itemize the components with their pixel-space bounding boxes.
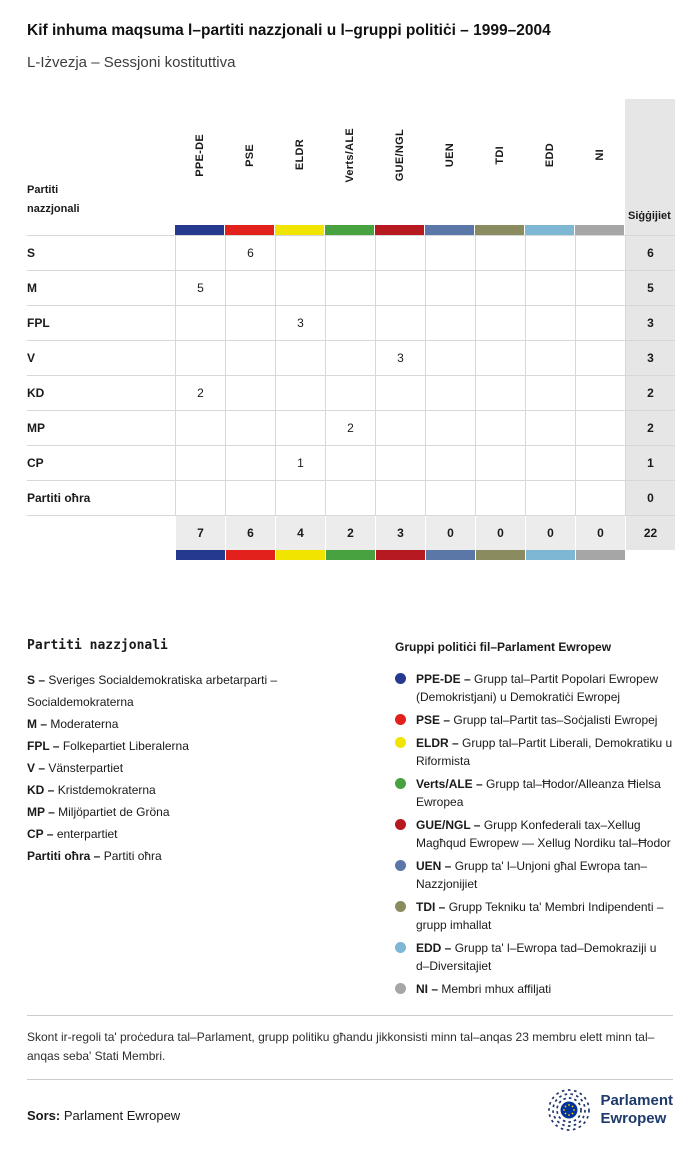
group-color-bar [375,225,424,235]
column-header-eldr [275,99,325,235]
table-cell [175,446,225,480]
seats-cell: 2 [625,411,675,445]
seats-cell: 0 [625,481,675,515]
source-text [27,1108,180,1123]
logo-line1: Parlament [600,1092,673,1110]
group-name: Grupp tal–Partit tas–Soċjalisti Ewropej [453,713,658,727]
group-color-dot [395,819,406,830]
table-cell [225,341,275,375]
table-cell [275,481,325,515]
party-code: MP – [27,805,55,819]
group-name: Grupp tal–Partit Popolari Ewropew (Demokristjani) u Demokratiċi Ewropej [416,672,659,704]
table-cell [525,271,575,305]
column-label: ELDR [294,139,306,171]
source-value: Parlament Ewropew [63,1107,181,1123]
table-cell [575,341,625,375]
table-cell [475,341,525,375]
table-cell [225,446,275,480]
group-color-bar [525,225,574,235]
table-cell [525,411,575,445]
group-text [416,734,673,770]
table-corner [27,99,175,235]
table-row [27,305,675,340]
legend-party-item [27,669,339,713]
table-bottom-bars [27,550,675,560]
party-code: CP – [27,827,54,841]
table-cell [275,271,325,305]
legend-group-item [395,670,673,706]
seats-label: Siġġijiet [628,210,671,222]
party-label: V [27,351,36,365]
table-row [27,340,675,375]
group-color-dot [395,901,406,912]
table-cell [225,306,275,340]
party-code: M – [27,717,48,731]
table-cell: 1 [275,446,325,480]
group-text [416,711,657,729]
table-cell [425,411,475,445]
group-color-dot [395,983,406,994]
table-cell [475,446,525,480]
party-name: Vänsterpartiet [48,761,124,775]
total-cell: 6 [225,516,275,550]
party-name: Sveriges Socialdemokratiska arbetarparti – Socialdemokraterna [27,673,278,709]
group-color-bar [425,550,475,560]
table-cell [175,411,225,445]
total-cell: 0 [525,516,575,550]
seats-cell: 3 [625,341,675,375]
group-color-bar [425,225,474,235]
table-cell [475,236,525,270]
table-cell [425,481,475,515]
table-cell [325,306,375,340]
table-cell [475,411,525,445]
legend-group-item [395,734,673,770]
column-header-uen [425,99,475,235]
legend-group-item [395,939,673,975]
group-name: Grupp ta' l–Ewropa tad–Demokraziji u d–Diversitajiet [416,941,657,973]
table-cell [475,481,525,515]
group-color-bar [325,550,375,560]
legend-parties-heading: Partiti nazzjonali [27,638,168,653]
table-cell [275,341,325,375]
group-code: PSE – [416,713,451,727]
table-cell [175,306,225,340]
column-header-gue-ngl [375,99,425,235]
table-cell [375,236,425,270]
group-color-bar [225,550,275,560]
party-name: Kristdemokraterna [57,783,156,797]
party-code: V – [27,761,46,775]
party-name: Moderaterna [50,717,119,731]
table-cell [575,411,625,445]
group-color-bar [575,225,624,235]
group-text [416,857,673,893]
legend-group-item [395,980,673,998]
party-label: KD [27,386,45,400]
table-cell [475,376,525,410]
table-cell [325,271,375,305]
seats-cell: 5 [625,271,675,305]
table-cell [575,481,625,515]
table-cell [525,446,575,480]
table-cell [425,306,475,340]
table-cell: 3 [275,306,325,340]
group-text [416,980,551,998]
totals-spacer [27,516,175,550]
legend-group-item [395,775,673,811]
group-color-bar [375,550,425,560]
column-label: UEN [444,142,456,168]
party-name: enterpartiet [56,827,118,841]
ep-logo-text [600,1092,673,1128]
column-label: EDD [544,142,556,168]
group-name: Grupp tal–Ħodor/Alleanza Ħielsa Ewropea [416,777,661,809]
table-cell [525,306,575,340]
seats-cell: 2 [625,376,675,410]
group-text [416,939,673,975]
legend-groups [395,638,673,1003]
column-header-ppe-de [175,99,225,235]
table-cell [475,306,525,340]
table-cell [325,481,375,515]
table-cell [525,236,575,270]
group-color-dot [395,714,406,725]
legend-group-item [395,857,673,893]
seats-cell: 3 [625,306,675,340]
group-code: Verts/ALE – [416,777,483,791]
row-header-label: Partiti nazzjonali [27,183,80,215]
party-code: KD – [27,783,55,797]
table-cell [575,271,625,305]
column-label: NI [594,149,606,161]
table-cell [425,446,475,480]
group-color-bar [475,550,525,560]
group-color-bar [175,225,224,235]
group-color-dot [395,737,406,748]
table-cell [375,306,425,340]
legend-party-item [27,823,339,845]
group-text [416,670,673,706]
bars-spacer [625,550,675,560]
legend-party-item [27,779,339,801]
group-color-bar [225,225,274,235]
column-label: TDI [494,145,506,165]
column-header-verts-ale [325,99,375,235]
party-label: Partiti oħra [27,491,91,505]
party-label: CP [27,456,44,470]
table-cell [375,446,425,480]
legend-party-item [27,801,339,823]
table-cell [425,341,475,375]
group-name: Grupp tal–Partit Liberali, Demokratiku u Riformista [416,736,673,768]
table-cell [275,236,325,270]
table-cell [175,481,225,515]
footnote-section [27,1015,673,1065]
table-cell: 5 [175,271,225,305]
seats-table [27,99,675,560]
table-cell [375,481,425,515]
group-color-bar [325,225,374,235]
group-code: UEN – [416,859,452,873]
table-cell [275,411,325,445]
party-label: MP [27,421,45,435]
table-cell [425,271,475,305]
party-name: Miljöpartiet de Gröna [58,805,170,819]
table-row [27,270,675,305]
table-cell [275,376,325,410]
legend-party-item [27,713,339,735]
group-color-bar [475,225,524,235]
table-cell [225,411,275,445]
table-totals-row [27,515,675,550]
group-code: PPE-DE – [416,672,471,686]
column-label: GUE/NGL [394,128,406,182]
table-cell [575,376,625,410]
group-code: EDD – [416,941,452,955]
table-cell [525,341,575,375]
group-color-dot [395,778,406,789]
table-row [27,410,675,445]
group-code: ELDR – [416,736,459,750]
group-color-dot [395,860,406,871]
party-code: S – [27,673,46,687]
table-cell [475,271,525,305]
group-color-bar [575,550,625,560]
legend-party-item [27,735,339,757]
legend-group-item [395,816,673,852]
total-cell: 2 [325,516,375,550]
ep-logo-icon [547,1088,591,1132]
group-text [416,898,673,934]
table-row [27,375,675,410]
total-cell: 7 [175,516,225,550]
column-header-seats [625,99,675,235]
group-code: GUE/NGL – [416,818,481,832]
party-code: FPL – [27,739,60,753]
page-title: Kif inhuma maqsuma l–partiti nazzjonali u l–gruppi politiċi – 1999–2004 [27,22,551,39]
table-cell [525,376,575,410]
group-code: TDI – [416,900,446,914]
table-cell: 2 [175,376,225,410]
column-header-ni [575,99,625,235]
total-seats-cell: 22 [625,516,675,550]
table-cell [325,376,375,410]
column-header-tdi [475,99,525,235]
group-text [416,816,673,852]
party-name: Partiti oħra [103,849,162,863]
table-cell [225,481,275,515]
table-cell [175,341,225,375]
table-cell [325,236,375,270]
legend-group-item [395,711,673,729]
party-label: S [27,246,36,260]
legend-group-item [395,898,673,934]
table-cell [425,376,475,410]
party-name: Folkepartiet Liberalerna [62,739,189,753]
legend-groups-heading: Gruppi politiċi fil–Parlament Ewropew [395,640,612,654]
group-name: Grupp ta' l–Unjoni għal Ewropa tan–Nazzjonijiet [416,859,648,891]
total-cell: 0 [475,516,525,550]
source-label: Sors: [27,1107,61,1123]
table-cell [375,376,425,410]
table-cell: 2 [325,411,375,445]
table-cell: 3 [375,341,425,375]
seats-cell: 1 [625,446,675,480]
party-code: Partiti oħra – [27,849,101,863]
column-label: Verts/ALE [344,127,356,183]
footnote-text: Skont ir-regoli ta' proċedura tal–Parlament, grupp politiku għandu jikkonsisti minn tal–anqas 23 membru elett minn tal–anqas seba' Stati Membri. [27,1030,655,1063]
total-cell: 0 [575,516,625,550]
total-cell: 4 [275,516,325,550]
group-name: Grupp Konfederali tax–Xellug Magħqud Ewropew — Xellug Nordiku tal–Ħodor [416,818,671,850]
column-label: PSE [244,143,256,167]
table-cell [175,236,225,270]
table-cell [525,481,575,515]
legend-party-item [27,757,339,779]
party-label: M [27,281,37,295]
total-cell: 0 [425,516,475,550]
legend-section [27,638,673,1003]
group-code: NI – [416,982,439,996]
column-label: PPE-DE [194,133,206,177]
bars-spacer [27,550,175,560]
table-cell: 6 [225,236,275,270]
table-row [27,480,675,515]
table-row [27,445,675,480]
seats-cell: 6 [625,236,675,270]
legend-party-item [27,845,339,867]
table-header-row [27,99,675,235]
table-cell [575,236,625,270]
group-name: Grupp Tekniku ta' Membri Indipendenti – grupp imhallat [416,900,664,932]
column-header-edd [525,99,575,235]
column-header-pse [225,99,275,235]
table-cell [325,446,375,480]
group-color-dot [395,942,406,953]
footer [27,1079,673,1132]
group-color-bar [275,550,325,560]
page-subtitle: L-Iżvezja – Sessjoni kostituttiva [27,54,236,71]
group-color-bar [175,550,225,560]
group-color-bar [275,225,324,235]
group-text [416,775,673,811]
table-cell [325,341,375,375]
table-cell [225,376,275,410]
total-cell: 3 [375,516,425,550]
table-cell [225,271,275,305]
party-label: FPL [27,316,50,330]
table-cell [425,236,475,270]
table-cell [375,271,425,305]
group-color-dot [395,673,406,684]
table-cell [575,306,625,340]
group-name: Membri mhux affiljati [441,982,552,996]
ep-logo [547,1088,673,1132]
logo-line2: Ewropew [600,1110,667,1128]
legend-parties [27,638,367,1003]
group-color-bar [525,550,575,560]
table-cell [575,446,625,480]
table-row [27,235,675,270]
table-cell [375,411,425,445]
